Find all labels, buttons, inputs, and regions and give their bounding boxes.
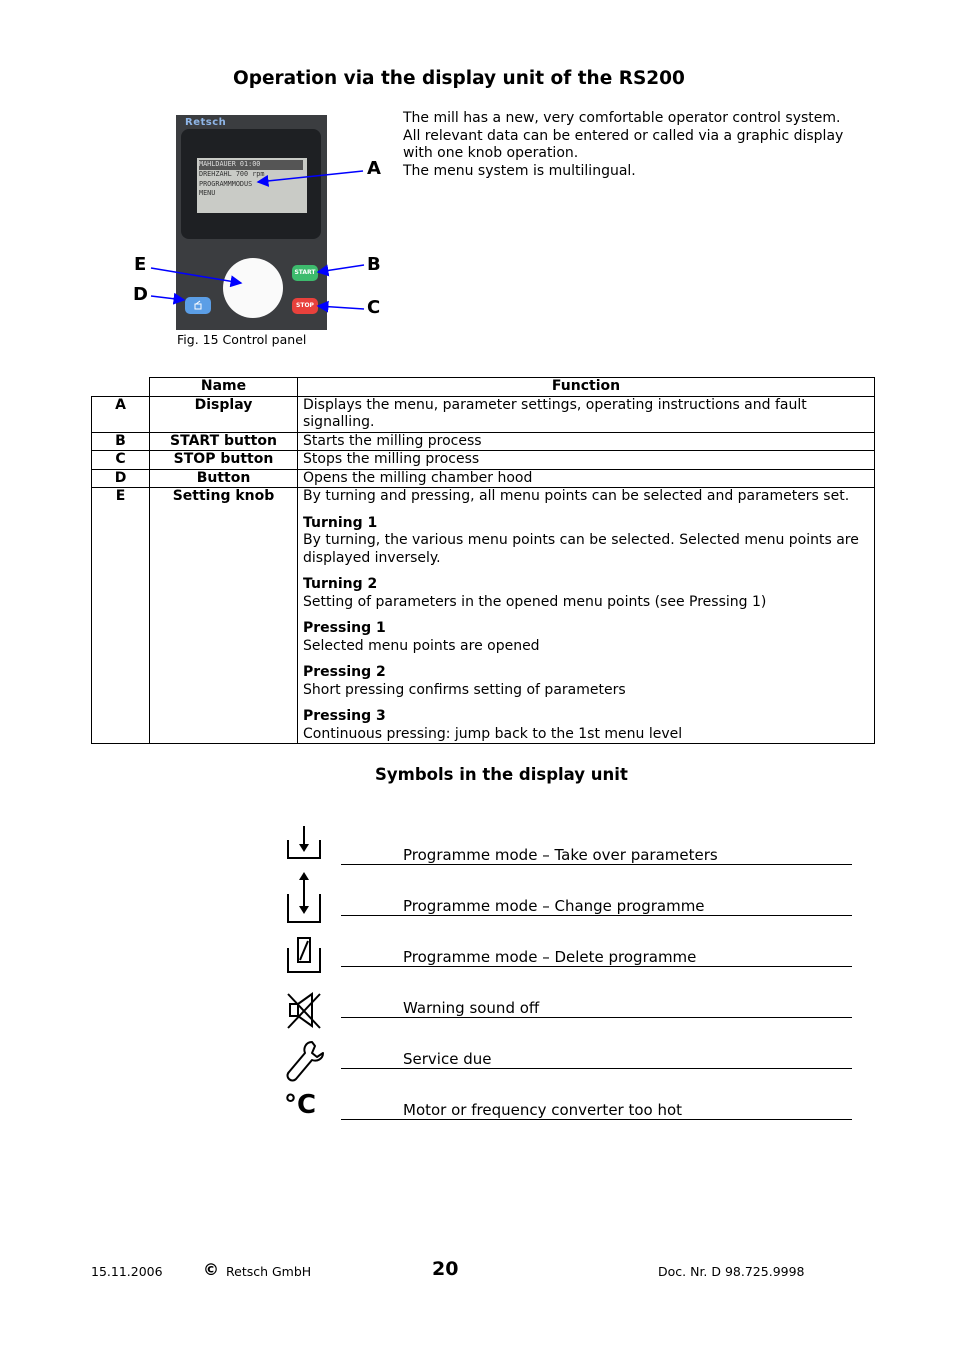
symbol-underline <box>341 1119 852 1120</box>
intro-line: All relevant data can be entered or called via a graphic display with one knob operation. <box>403 127 844 161</box>
knob-item <box>303 708 869 743</box>
knob-item <box>303 576 869 611</box>
knob-item-text: By turning, the various menu points can be selected. Selected menu points are displayed inversely. <box>303 532 859 566</box>
knob-item-text: Setting of parameters in the opened menu points (see Pressing 1) <box>303 593 767 610</box>
copyright-symbol: © <box>203 1260 219 1279</box>
symbol-label: Programme mode – Delete programme <box>403 948 697 966</box>
footer-doc-number: Doc. Nr. D 98.725.9998 <box>658 1264 805 1279</box>
symbol-underline <box>341 915 852 916</box>
delete-programme-icon <box>284 934 324 976</box>
symbol-label: Service due <box>403 1050 492 1068</box>
callout-e: E <box>134 254 147 275</box>
knob-item-title: Pressing 2 <box>303 664 386 680</box>
row-function: Starts the milling process <box>298 432 875 451</box>
symbol-row <box>280 1040 852 1090</box>
callout-a: A <box>367 158 381 179</box>
knob-item-title: Pressing 1 <box>303 620 386 636</box>
intro-line: The mill has a new, very comfortable operator control system. <box>403 110 841 126</box>
start-button: START <box>292 265 318 281</box>
warning-sound-off-icon <box>284 990 324 1032</box>
arrow-a <box>258 171 363 182</box>
function-table <box>91 377 875 744</box>
change-programme-icon <box>284 872 324 924</box>
row-name: Display <box>150 396 298 432</box>
row-name: Button <box>150 469 298 488</box>
knob-item-title: Turning 1 <box>303 514 378 531</box>
footer-company: Retsch GmbH <box>226 1264 312 1279</box>
knob-item-text: Short pressing confirms setting of parameters <box>303 681 626 698</box>
footer-date: 15.11.2006 <box>91 1264 163 1279</box>
symbol-label: Warning sound off <box>403 999 540 1017</box>
knob-item <box>303 620 869 655</box>
symbol-underline <box>341 1017 852 1018</box>
table-row <box>92 469 875 488</box>
page-title: Operation via the display unit of the RS200 <box>233 68 685 89</box>
symbol-underline <box>341 864 852 865</box>
row-letter: A <box>92 396 150 432</box>
row-name: STOP button <box>150 451 298 470</box>
table-row <box>92 396 875 432</box>
lcd-row: PROGRAMMMODUS <box>199 179 253 188</box>
symbol-row <box>280 872 852 922</box>
row-letter: B <box>92 432 150 451</box>
knob-item <box>303 515 869 568</box>
arrow-c <box>318 306 364 309</box>
symbols-heading: Symbols in the display unit <box>375 765 628 784</box>
knob-item-text: Continuous pressing: jump back to the 1st menu level <box>303 725 683 742</box>
knob-intro: By turning and pressing, all menu points can be selected and parameters set. <box>303 488 850 504</box>
knob-item-title: Turning 2 <box>303 576 378 592</box>
intro-line: The menu system is multilingual. <box>403 162 636 179</box>
symbol-label: Motor or frequency converter too hot <box>403 1101 683 1119</box>
symbol-label: Programme mode – Change programme <box>403 897 705 915</box>
arrow-d <box>151 296 184 300</box>
figure-caption: Fig. 15 Control panel <box>177 332 307 347</box>
service-wrench-icon <box>284 1040 324 1082</box>
column-header-name: Name <box>150 378 298 397</box>
row-letter: C <box>92 451 150 470</box>
row-name: Setting knob <box>150 488 298 744</box>
lcd-row: MENU <box>199 189 216 198</box>
stop-button: STOP <box>292 298 318 314</box>
knob-item-title: Pressing 3 <box>303 708 386 724</box>
symbol-row <box>280 824 852 874</box>
column-header-function: Function <box>298 378 875 397</box>
table-corner <box>92 378 150 397</box>
callout-c: C <box>367 297 381 318</box>
take-over-parameters-icon <box>284 824 324 866</box>
arrow-e <box>151 268 241 283</box>
row-function: Stops the milling process <box>298 451 875 470</box>
brand-logo: Retsch <box>185 117 227 128</box>
row-letter: D <box>92 469 150 488</box>
table-header-row <box>92 378 875 397</box>
symbol-underline <box>341 966 852 967</box>
table-row <box>92 432 875 451</box>
symbol-row <box>280 934 852 984</box>
symbol-row <box>280 1090 852 1140</box>
row-function <box>298 488 875 744</box>
callout-arrows <box>0 0 954 400</box>
page-number: 20 <box>432 1258 459 1280</box>
row-function: Displays the menu, parameter settings, operating instructions and fault signalling. <box>298 396 875 432</box>
lcd-row: DREHZAHL 700 rpm <box>199 169 265 178</box>
row-name: START button <box>150 432 298 451</box>
row-letter: E <box>92 488 150 744</box>
knob-item <box>303 664 869 699</box>
symbol-underline <box>341 1068 852 1069</box>
knob-item-text: Selected menu points are opened <box>303 637 540 654</box>
callout-d: D <box>133 284 148 305</box>
row-function: Opens the milling chamber hood <box>298 469 875 488</box>
callout-b: B <box>367 254 381 275</box>
symbol-label: Programme mode – Take over parameters <box>403 846 718 864</box>
symbol-row <box>280 990 852 1040</box>
degrees-celsius-icon: °C <box>284 1090 317 1120</box>
table-row <box>92 488 875 744</box>
table-row <box>92 451 875 470</box>
arrow-b <box>318 265 364 272</box>
lcd-row: MAHLDAUER 01:00 <box>199 160 303 170</box>
